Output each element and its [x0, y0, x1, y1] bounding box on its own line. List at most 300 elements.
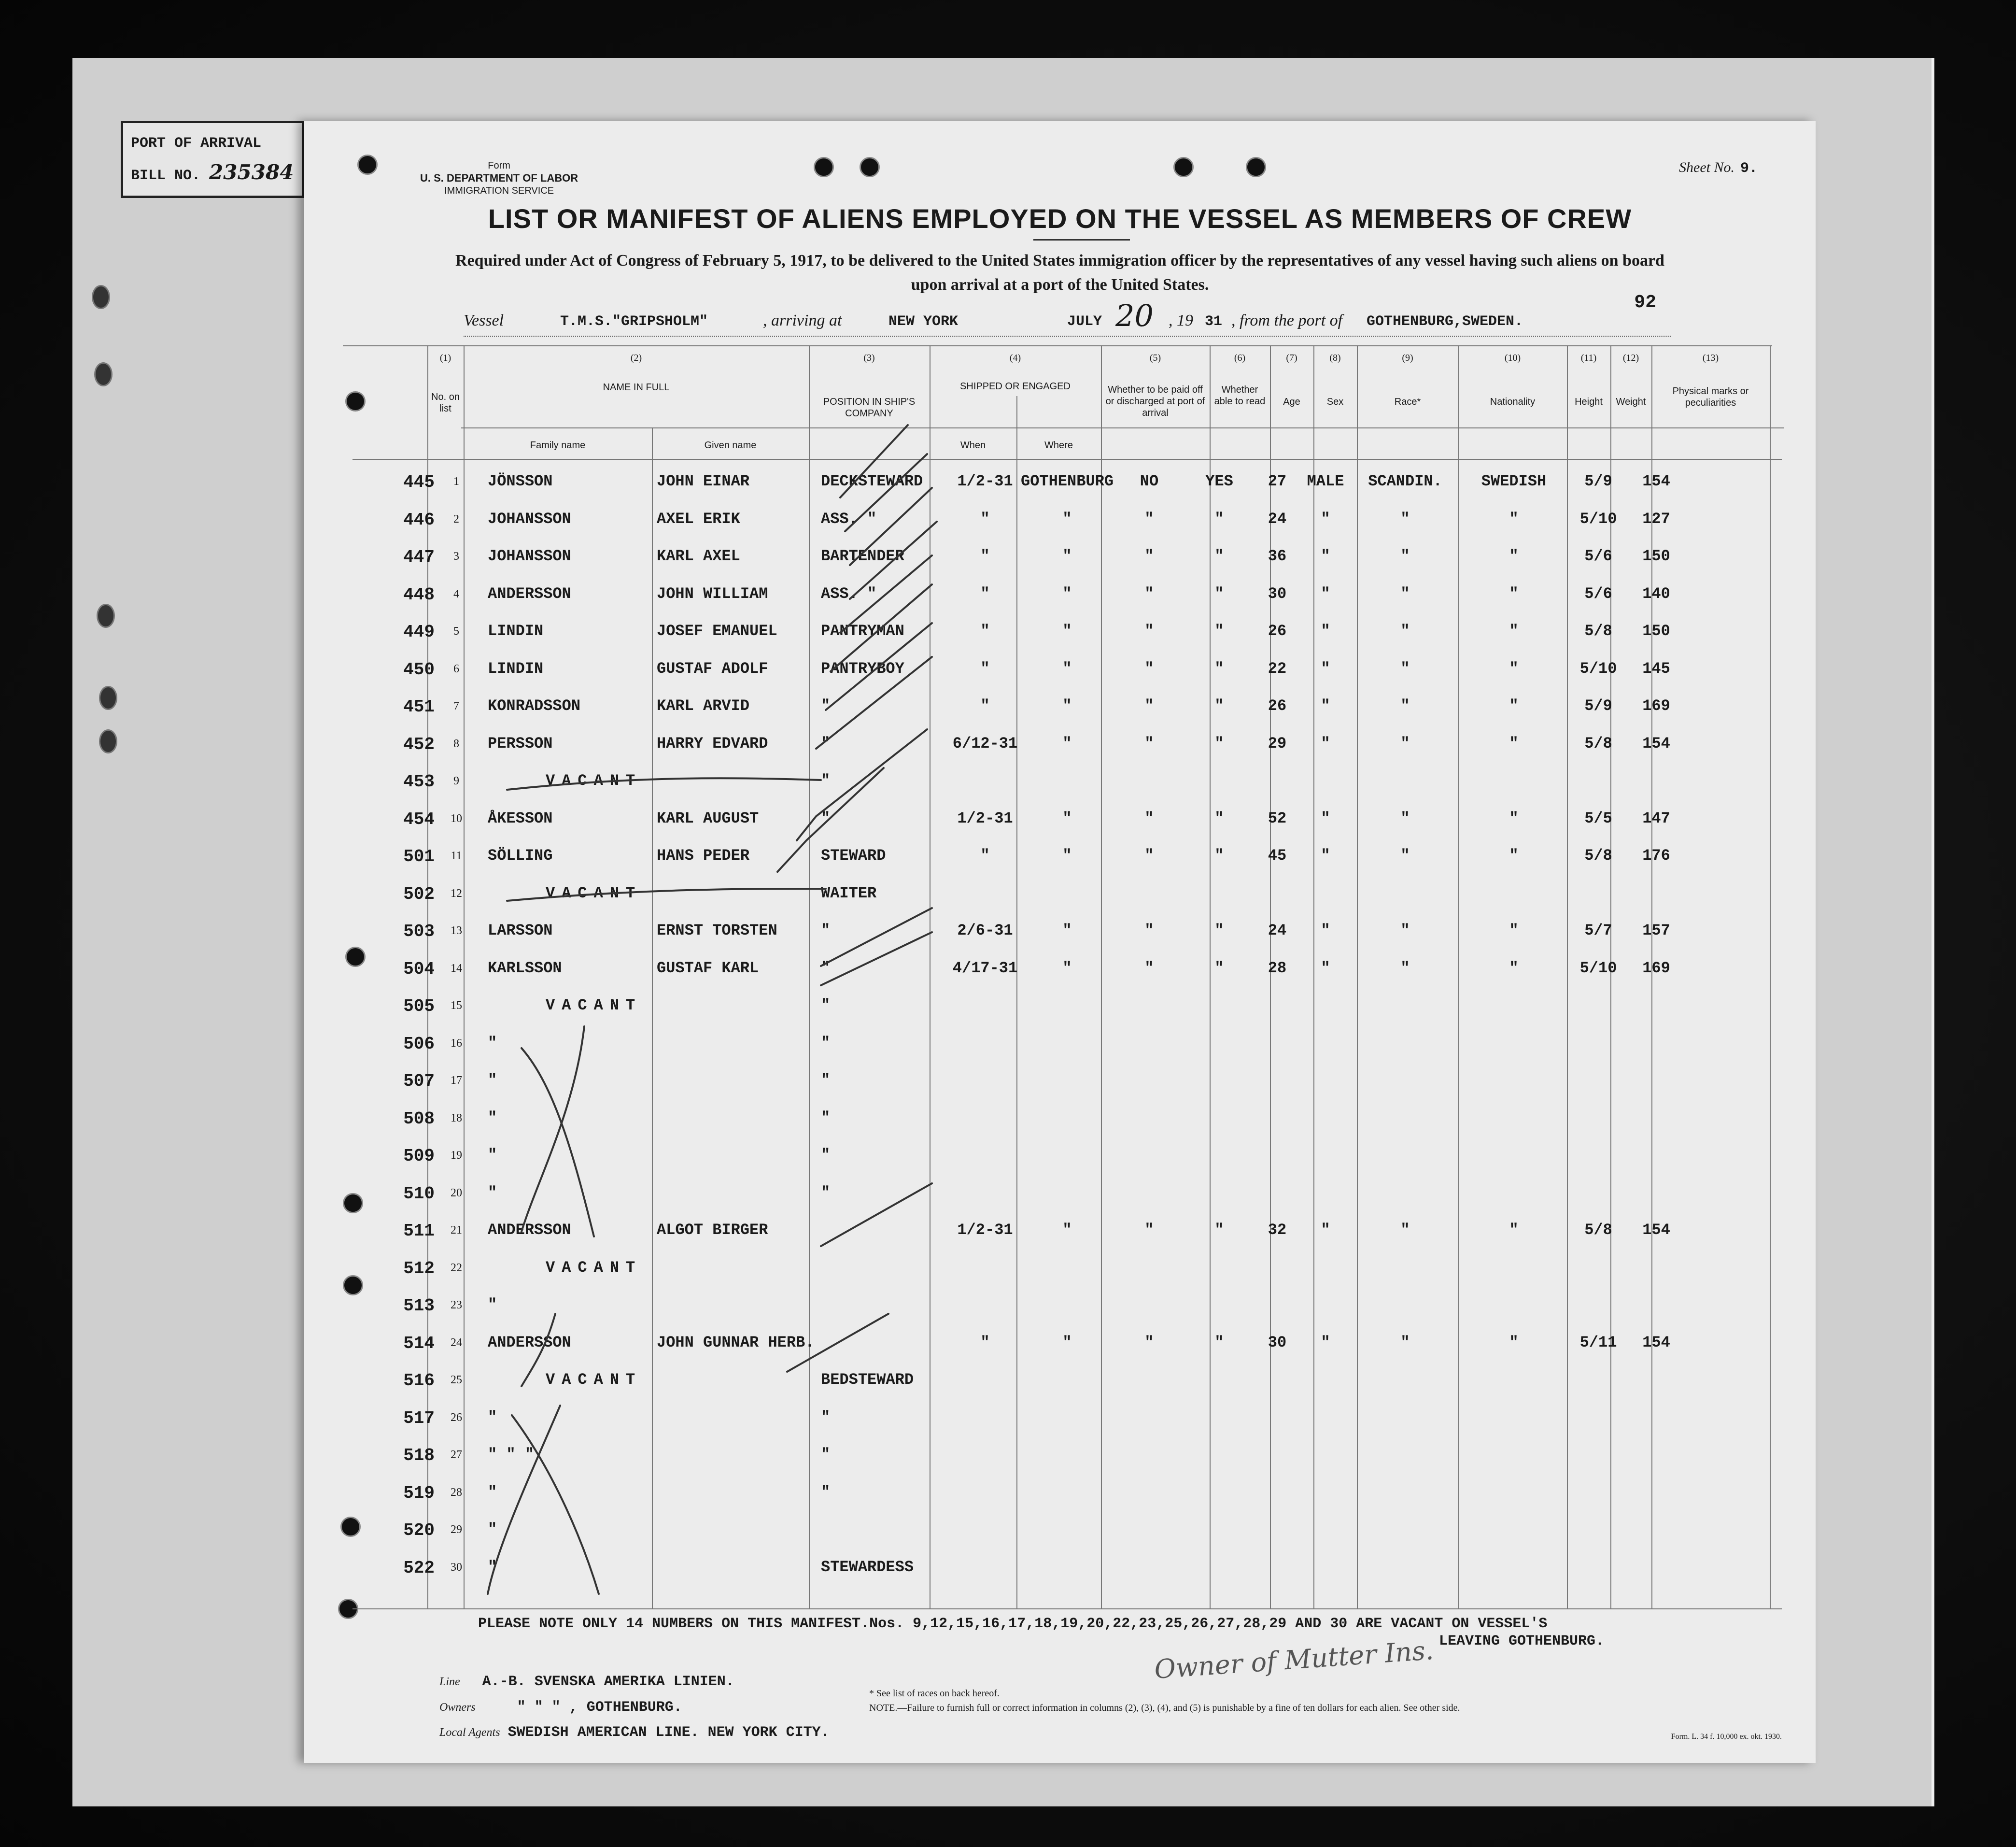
row-height: 5/5 [1584, 809, 1612, 827]
row-position: PANTRYMAN [821, 622, 904, 640]
service-name: IMMIGRATION SERVICE [444, 185, 554, 196]
row-family-name: " [488, 1108, 497, 1127]
col-num-8: (8) [1329, 353, 1341, 363]
row-race: " [1400, 622, 1410, 640]
row-paid-off: " [1144, 584, 1154, 603]
row-paid-off: " [1144, 809, 1154, 827]
row-given-name: KARL AXEL [657, 547, 740, 565]
table-row [304, 806, 1816, 842]
header-shipped: SHIPPED OR ENGAGED [960, 381, 1071, 392]
row-nationality: " [1509, 734, 1519, 753]
row-family-name: JÖNSSON [488, 472, 553, 490]
row-stamp-number: 512 [403, 1258, 435, 1279]
row-list-number: 4 [453, 587, 459, 600]
row-nationality: " [1509, 1333, 1519, 1351]
row-stamp-number: 522 [403, 1558, 435, 1578]
row-family-name: " [488, 1183, 497, 1202]
row-stamp-number: 517 [403, 1408, 435, 1428]
row-family-name: VACANT [546, 1371, 642, 1389]
row-height: 5/9 [1584, 472, 1612, 490]
punch-hole [814, 157, 834, 177]
row-sex: " [1321, 1221, 1330, 1239]
row-sex: " [1321, 510, 1330, 528]
agents-value: SWEDISH AMERICAN LINE. NEW YORK CITY. [508, 1724, 830, 1741]
row-where-shipped: " [1062, 697, 1072, 715]
row-stamp-number: 449 [403, 622, 435, 642]
col-num-13: (13) [1702, 353, 1719, 363]
row-weight: 127 [1642, 510, 1670, 528]
header-no-on-list: No. on list [431, 392, 460, 414]
row-nationality: " [1509, 1221, 1519, 1239]
row-family-name: LARSSON [488, 922, 553, 939]
row-list-number: 14 [451, 962, 462, 975]
stamp-bill-label: BILL NO. [131, 168, 201, 184]
row-able-to-read: " [1214, 734, 1224, 753]
row-when-shipped: 2/6-31 [957, 922, 1013, 939]
row-family-name: ANDERSSON [488, 584, 571, 603]
row-family-name: ÅKESSON [488, 809, 553, 827]
row-weight: 140 [1642, 584, 1670, 603]
row-stamp-number: 518 [403, 1446, 435, 1465]
binder-hole [99, 729, 117, 753]
row-nationality: " [1509, 922, 1519, 939]
header-able-to-read: Whether able to read [1214, 384, 1266, 407]
row-age: 27 [1268, 472, 1287, 490]
page-title: LIST OR MANIFEST OF ALIENS EMPLOYED ON THE VESSEL AS MEMBERS OF CREW [488, 203, 1632, 234]
row-list-number: 8 [453, 737, 459, 750]
row-paid-off: " [1144, 959, 1154, 977]
table-row [304, 1255, 1816, 1292]
row-weight: 169 [1642, 959, 1670, 977]
binder-hole [99, 686, 117, 710]
row-nationality: " [1509, 659, 1519, 678]
row-sex: " [1321, 734, 1330, 753]
row-where-shipped: " [1062, 584, 1072, 603]
row-height: 5/10 [1579, 510, 1617, 528]
punch-hole [1246, 157, 1266, 177]
header-family-name: Family name [530, 440, 586, 451]
row-given-name: HANS PEDER [657, 847, 750, 865]
row-stamp-number: 502 [403, 884, 435, 904]
col-num-10: (10) [1504, 353, 1521, 363]
table-row [304, 469, 1816, 505]
row-height: 5/10 [1579, 659, 1617, 678]
row-given-name: GUSTAF KARL [657, 959, 759, 977]
row-race: " [1400, 697, 1410, 715]
binder-hole [97, 604, 115, 628]
row-position: " [821, 1446, 831, 1463]
row-height: 5/7 [1584, 922, 1612, 939]
table-row [304, 1442, 1816, 1478]
row-list-number: 23 [451, 1299, 462, 1311]
vacancy-note [478, 1616, 1637, 1649]
row-family-name: PERSSON [488, 734, 553, 753]
row-race: " [1400, 847, 1410, 865]
row-able-to-read: " [1214, 584, 1224, 603]
row-age: 45 [1268, 847, 1287, 865]
row-where-shipped: " [1062, 659, 1072, 678]
row-height: 5/10 [1579, 959, 1617, 977]
row-race: " [1400, 659, 1410, 678]
row-nationality: " [1509, 697, 1519, 715]
table-row [304, 1180, 1816, 1217]
row-stamp-number: 514 [403, 1333, 435, 1353]
punch-hole [1173, 157, 1194, 177]
row-family-name: LINDIN [488, 622, 544, 640]
header-height: Height [1575, 397, 1603, 407]
row-weight: 154 [1642, 1221, 1670, 1239]
row-list-number: 18 [451, 1111, 462, 1124]
row-when-shipped: " [980, 584, 990, 603]
row-list-number: 7 [453, 700, 459, 712]
row-family-name: LINDIN [488, 659, 544, 678]
row-sex: " [1321, 959, 1330, 977]
row-position: " [821, 1183, 831, 1202]
col-num-2: (2) [630, 353, 642, 363]
row-family-name: SÖLLING [488, 847, 553, 865]
row-when-shipped: " [980, 847, 990, 865]
row-able-to-read: " [1214, 622, 1224, 640]
row-family-name: " [488, 1408, 497, 1426]
row-age: 52 [1268, 809, 1287, 827]
row-paid-off: " [1144, 622, 1154, 640]
row-height: 5/6 [1584, 584, 1612, 603]
row-age: 24 [1268, 922, 1287, 939]
line-label: Line [439, 1676, 460, 1688]
row-able-to-read: " [1214, 959, 1224, 977]
row-able-to-read: " [1214, 659, 1224, 678]
row-race: " [1400, 510, 1410, 528]
row-family-name: " [488, 1483, 497, 1501]
row-paid-off: " [1144, 847, 1154, 865]
manifest-page [304, 121, 1816, 1763]
row-age: 32 [1268, 1221, 1287, 1239]
row-paid-off: " [1144, 1333, 1154, 1351]
table-row [304, 993, 1816, 1029]
table-row [304, 955, 1816, 992]
row-stamp-number: 451 [403, 697, 435, 717]
row-given-name: KARL ARVID [657, 697, 750, 715]
row-stamp-number: 506 [403, 1034, 435, 1054]
row-race: " [1400, 1221, 1410, 1239]
row-given-name: JOHN WILLIAM [657, 584, 768, 603]
row-race: " [1400, 584, 1410, 603]
row-weight: 150 [1642, 547, 1670, 565]
header-where: Where [1044, 440, 1073, 451]
row-stamp-number: 505 [403, 996, 435, 1016]
header-physical-marks: Physical marks or peculiarities [1672, 386, 1749, 408]
header-age: Age [1283, 397, 1300, 407]
row-race: SCANDIN. [1368, 472, 1442, 490]
row-when-shipped: 1/2-31 [957, 1221, 1013, 1239]
row-nationality: " [1509, 809, 1519, 827]
header-sex: Sex [1326, 397, 1344, 407]
table-row [304, 1105, 1816, 1142]
row-paid-off: " [1144, 659, 1154, 678]
row-sex: " [1321, 622, 1330, 640]
row-stamp-number: 454 [403, 809, 435, 829]
col-num-7: (7) [1286, 353, 1297, 363]
table-row [304, 881, 1816, 917]
row-given-name: AXEL ERIK [657, 510, 740, 528]
punch-hole [357, 155, 378, 175]
vessel-label: Vessel [464, 312, 504, 329]
row-stamp-number: 453 [403, 772, 435, 792]
row-race: " [1400, 734, 1410, 753]
row-family-name: " [488, 1296, 497, 1314]
row-list-number: 13 [451, 924, 462, 937]
row-when-shipped: " [980, 547, 990, 565]
header-race: Race* [1394, 397, 1421, 407]
row-height: 5/9 [1584, 697, 1612, 715]
binder-hole [94, 362, 113, 386]
row-stamp-number: 501 [403, 847, 435, 867]
vacancy-note-line1: PLEASE NOTE ONLY 14 NUMBERS ON THIS MANIFEST.Nos. 9,12,15,16,17,18,19,20,22,23,25,26,27,28,29 AND 30 ARE VACANT ON VESSEL'S [478, 1616, 1548, 1632]
row-able-to-read: " [1214, 697, 1224, 715]
table-row [304, 1292, 1816, 1329]
row-list-number: 29 [451, 1523, 462, 1536]
row-race: " [1400, 959, 1410, 977]
row-weight: 169 [1642, 697, 1670, 715]
row-when-shipped: " [980, 697, 990, 715]
page-subtitle: Required under Act of Congress of February 5, 1917, to be delivered to the United States immigration officer by the representatives of any vessel having such aliens on board upon arrival at a port of the United States. [455, 252, 1664, 294]
line-value: A.-B. SVENSKA AMERIKA LINIEN. [482, 1674, 734, 1690]
row-sex: " [1321, 584, 1330, 603]
row-stamp-number: 519 [403, 1483, 435, 1503]
row-family-name: VACANT [546, 772, 642, 790]
row-sex: " [1321, 659, 1330, 678]
row-able-to-read: " [1214, 1333, 1224, 1351]
row-given-name: ERNST TORSTEN [657, 922, 777, 939]
row-family-name: KARLSSON [488, 959, 562, 977]
row-able-to-read: " [1214, 922, 1224, 939]
row-list-number: 21 [451, 1224, 462, 1236]
table-row [304, 1367, 1816, 1404]
binder-hole [92, 285, 110, 309]
row-where-shipped: " [1062, 734, 1072, 753]
row-sex: MALE [1307, 472, 1344, 490]
table-row [304, 1142, 1816, 1179]
row-family-name: " [488, 1034, 497, 1052]
table-bottom-rule [352, 1608, 1782, 1609]
row-family-name: JOHANSSON [488, 510, 571, 528]
row-able-to-read: " [1214, 809, 1224, 827]
arriving-port: NEW YORK [888, 313, 959, 330]
row-family-name: " [488, 1146, 497, 1164]
row-able-to-read: " [1214, 547, 1224, 565]
row-age: 26 [1268, 697, 1287, 715]
header-nationality: Nationality [1490, 397, 1536, 407]
row-list-number: 1 [453, 475, 459, 488]
col-num-3: (3) [863, 353, 875, 363]
row-where-shipped: " [1062, 1221, 1072, 1239]
col-num-6: (6) [1234, 353, 1246, 363]
table-row [304, 506, 1816, 543]
header-bottom-rule [352, 459, 1782, 460]
row-list-number: 16 [451, 1037, 462, 1050]
row-stamp-number: 447 [403, 547, 435, 567]
table-row [304, 1517, 1816, 1553]
row-height: 5/11 [1579, 1333, 1617, 1351]
row-list-number: 25 [451, 1374, 462, 1386]
col-num-4: (4) [1009, 353, 1021, 363]
row-age: 26 [1268, 622, 1287, 640]
header-given-name: Given name [704, 440, 757, 451]
row-stamp-number: 516 [403, 1371, 435, 1391]
row-stamp-number: 450 [403, 659, 435, 680]
punch-hole [345, 391, 366, 412]
row-position: " [821, 697, 831, 715]
row-weight: 150 [1642, 622, 1670, 640]
col-num-12: (12) [1622, 353, 1639, 363]
row-weight: 154 [1642, 472, 1670, 490]
row-family-name: JOHANSSON [488, 547, 571, 565]
row-when-shipped: 1/2-31 [957, 472, 1013, 490]
table-row [304, 656, 1816, 693]
row-list-number: 28 [451, 1486, 462, 1499]
row-when-shipped: " [980, 659, 990, 678]
row-list-number: 2 [453, 512, 459, 526]
row-stamp-number: 511 [403, 1221, 435, 1241]
row-position: " [821, 1146, 831, 1164]
row-weight: 147 [1642, 809, 1670, 827]
row-position: STEWARDESS [821, 1558, 914, 1576]
row-stamp-number: 510 [403, 1183, 435, 1204]
arrival-year: 31 [1205, 313, 1223, 330]
from-port: GOTHENBURG,SWEDEN. [1367, 313, 1523, 330]
stamp-bill-number: 235384 [209, 160, 294, 184]
row-position: " [821, 1071, 831, 1089]
row-list-number: 26 [451, 1411, 462, 1424]
row-paid-off: " [1144, 734, 1154, 753]
row-where-shipped: " [1062, 922, 1072, 939]
col-num-11: (11) [1580, 353, 1597, 363]
races-note: * See list of races on back hereof. [869, 1688, 1000, 1699]
row-position: STEWARD [821, 847, 886, 865]
table-row [304, 693, 1816, 730]
row-list-number: 12 [451, 887, 462, 900]
form-number: Form. L. 34 f. 10,000 ex. okt. 1930. [1671, 1733, 1782, 1741]
row-list-number: 27 [451, 1449, 462, 1461]
handwritten-annotation: Owner of Mutter Ins. [1153, 1634, 1435, 1685]
row-list-number: 19 [451, 1149, 462, 1162]
col-num-1: (1) [439, 353, 451, 363]
row-race: " [1400, 547, 1410, 565]
row-where-shipped: " [1062, 1333, 1072, 1351]
owners-value: " " " , GOTHENBURG. [517, 1699, 682, 1716]
row-list-number: 10 [451, 812, 462, 825]
vacancy-note-line2: LEAVING GOTHENBURG. [1439, 1633, 1605, 1649]
table-row [304, 1217, 1816, 1254]
year-prefix: , 19 [1169, 312, 1193, 329]
owners-label: Owners [439, 1701, 476, 1714]
row-list-number: 30 [451, 1561, 462, 1574]
row-age: 36 [1268, 547, 1287, 565]
row-family-name: VACANT [546, 1258, 642, 1277]
arrival-stamp [121, 121, 304, 198]
row-weight: 145 [1642, 659, 1670, 678]
row-where-shipped: " [1062, 510, 1072, 528]
row-list-number: 6 [453, 662, 459, 675]
row-stamp-number: 452 [403, 734, 435, 754]
row-position: PANTRYBOY [821, 659, 904, 678]
row-given-name: HARRY EDVARD [657, 734, 768, 753]
header-weight: Weight [1616, 397, 1646, 407]
row-where-shipped: GOTHENBURG [1020, 472, 1114, 490]
row-height: 5/8 [1584, 734, 1612, 753]
stamp-line1: PORT OF ARRIVAL [131, 135, 262, 152]
department-name: U. S. DEPARTMENT OF LABOR [420, 172, 578, 184]
row-sex: " [1321, 847, 1330, 865]
corner-number: 92 [1634, 292, 1656, 313]
table-row [304, 581, 1816, 618]
row-age: 24 [1268, 510, 1287, 528]
row-position: " [821, 922, 831, 939]
row-family-name: ANDERSSON [488, 1333, 571, 1351]
row-sex: " [1321, 922, 1330, 939]
table-row [304, 1330, 1816, 1366]
row-list-number: 3 [453, 550, 459, 563]
row-position: " [821, 809, 831, 827]
row-list-number: 11 [451, 850, 462, 862]
table-row [304, 543, 1816, 580]
row-sex: " [1321, 809, 1330, 827]
from-label: , from the port of [1231, 312, 1343, 329]
row-position: WAITER [821, 884, 877, 902]
sheet-number-label: Sheet No. [1679, 159, 1734, 175]
row-nationality: " [1509, 622, 1519, 640]
row-stamp-number: 504 [403, 959, 435, 979]
table-row [304, 1554, 1816, 1591]
row-position: " [821, 959, 831, 977]
col-num-9: (9) [1402, 353, 1413, 363]
row-when-shipped: 6/12-31 [952, 734, 1018, 753]
row-nationality: " [1509, 959, 1519, 977]
row-nationality: SWEDISH [1481, 472, 1547, 490]
row-list-number: 24 [451, 1336, 462, 1349]
row-weight: 176 [1642, 847, 1670, 865]
table-row [304, 1030, 1816, 1067]
table-row [304, 918, 1816, 954]
row-list-number: 5 [453, 625, 459, 638]
col-num-5: (5) [1149, 353, 1161, 363]
row-paid-off: " [1144, 510, 1154, 528]
row-family-name: VACANT [546, 996, 642, 1014]
row-position: ASS. " [821, 584, 877, 603]
header-position: POSITION IN SHIP'S COMPANY [823, 397, 916, 419]
row-list-number: 20 [451, 1186, 462, 1199]
row-given-name: GUSTAF ADOLF [657, 659, 768, 678]
row-position: " [821, 996, 831, 1014]
sheet-number-value: 9. [1740, 160, 1758, 177]
row-family-name: VACANT [546, 884, 642, 902]
row-stamp-number: 446 [403, 510, 435, 530]
row-age: 22 [1268, 659, 1287, 678]
row-position: BARTENDER [821, 547, 904, 565]
row-given-name: JOSEF EMANUEL [657, 622, 777, 640]
row-nationality: " [1509, 547, 1519, 565]
table-row [304, 1067, 1816, 1104]
row-list-number: 15 [451, 999, 462, 1012]
row-able-to-read: " [1214, 1221, 1224, 1239]
row-stamp-number: 445 [403, 472, 435, 492]
row-when-shipped: " [980, 622, 990, 640]
row-weight: 154 [1642, 734, 1670, 753]
table-row [304, 731, 1816, 767]
agents-label: Local Agents [439, 1726, 500, 1739]
row-list-number: 9 [453, 775, 459, 787]
row-family-name: " " " [488, 1446, 535, 1463]
